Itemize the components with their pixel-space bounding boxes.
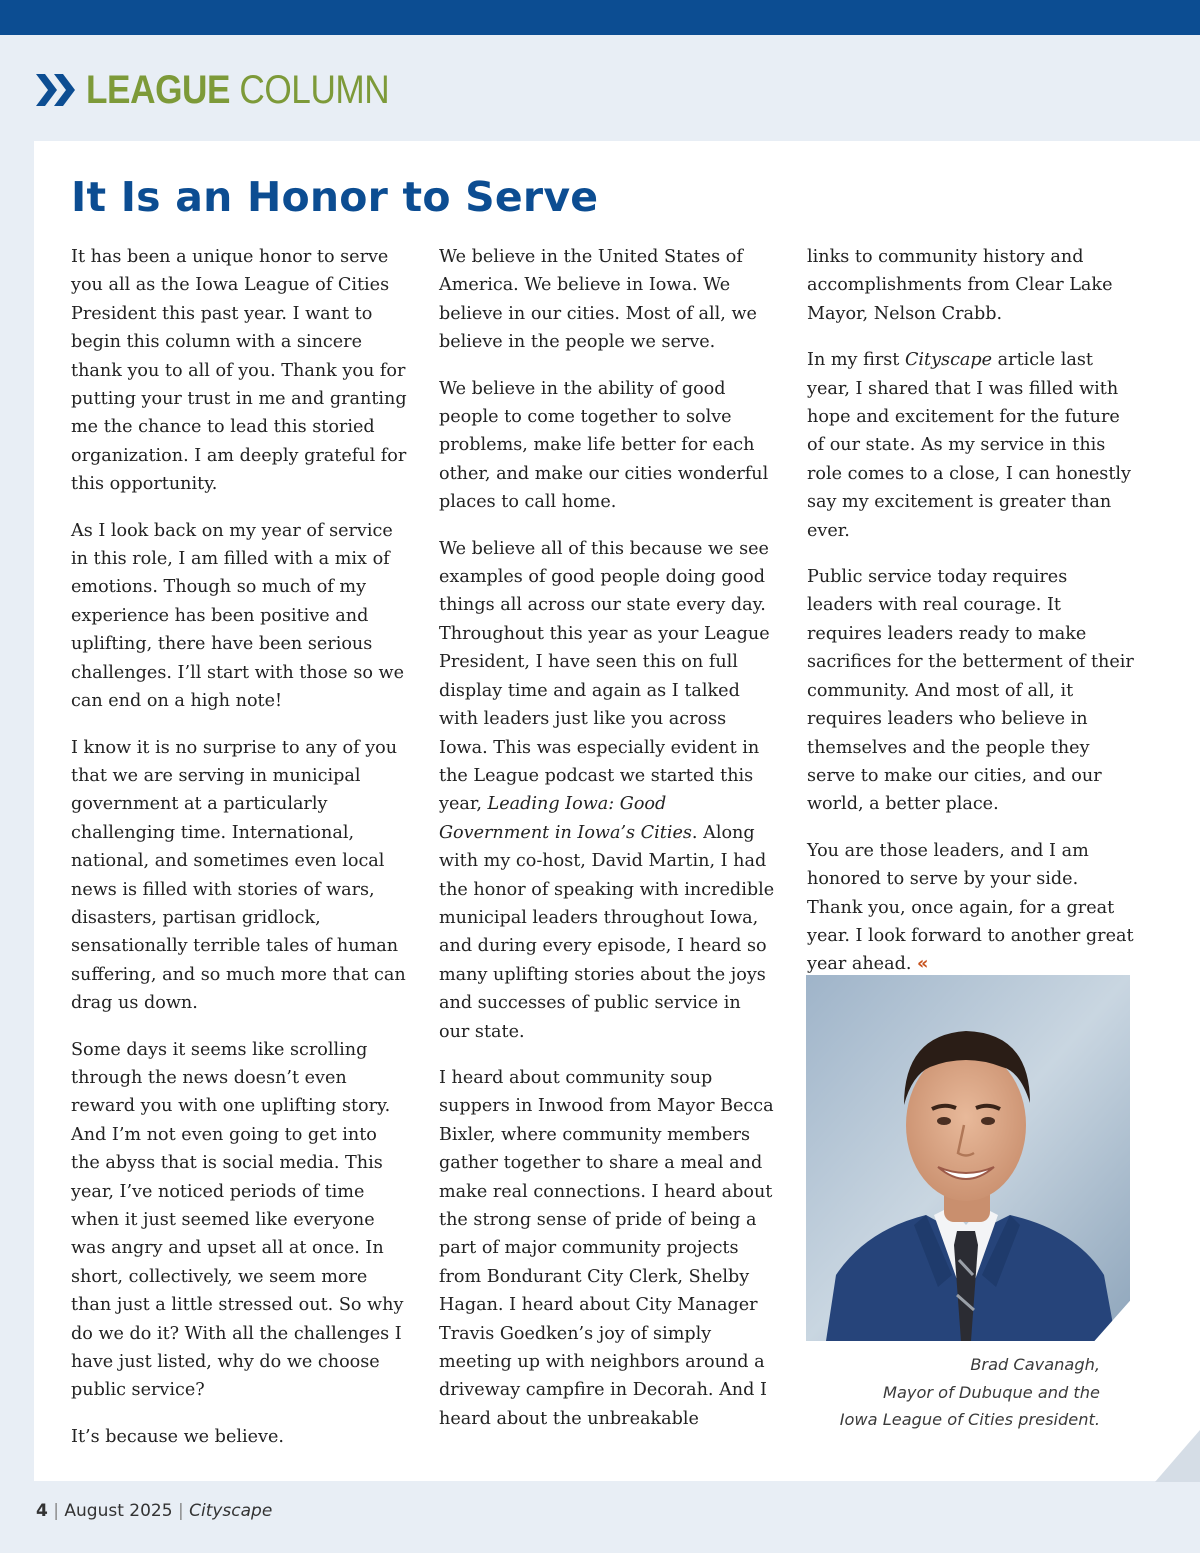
- footer-separator: |: [47, 1501, 65, 1521]
- article-column-3: [807, 243, 1137, 997]
- portrait-illustration: [806, 975, 1130, 1341]
- page-footer: [36, 1499, 272, 1523]
- issue-date: August 2025: [64, 1501, 173, 1521]
- paragraph: We believe in the ability of good people to come together to solve problems, make life better for each other, and make our cities wonderful places to call home.: [439, 378, 769, 513]
- paragraph: We believe in the United States of America. We believe in Iowa. We believe in our cities. Most of all, we believe in the people we serve.: [439, 247, 757, 353]
- page-number: 4: [36, 1501, 48, 1521]
- section-header: [36, 68, 431, 112]
- photo-caption: [800, 1351, 1100, 1434]
- paragraph: Public service today requires leaders with real courage. It requires leaders ready to make sacrifices for the betterment of their community. And most of all, it requires leaders who believe in themselves and the people they serve to make our cities, and our world, a better place.: [807, 567, 1134, 815]
- paragraph: links to community history and accomplishments from Clear Lake Mayor, Nelson Crabb.: [807, 247, 1113, 324]
- section-title: [86, 68, 389, 112]
- paragraph: [807, 837, 1137, 979]
- paragraph: I know it is no surprise to any of you that we are serving in municipal government at a particularly challenging time. International, national, and sometimes even local news is filled with stories of wars, disasters, partisan gridlock, sensationally terrible tales of human suffering, and so much more that can drag us down.: [71, 737, 406, 1014]
- section-title-rest: COLUMN: [230, 68, 390, 112]
- portrait-photo: [806, 975, 1130, 1341]
- caption-line: Iowa League of Cities president.: [839, 1410, 1100, 1429]
- paragraph: Some days it seems like scrolling through the news doesn’t even reward you with one uplifting story. And I’m not even going to get into the abyss that is social media. This year, I’ve noticed periods of time when it just seemed like everyone was angry and upset all at once. In short, collectively, we seem more than just a little stressed out. So why do we do it? With all the challenges I have just listed, why do we choose public service?: [71, 1039, 404, 1401]
- top-color-bar: [0, 0, 1200, 35]
- paragraph: It’s because we believe.: [71, 1426, 284, 1447]
- caption-line: Mayor of Dubuque and the: [883, 1382, 1100, 1402]
- paragraph-text: article last year, I shared that I was filled with hope and excitement for the future of our state. As my service in this role comes to a close, I can honestly say my excitement is greater than ever.: [807, 350, 1131, 541]
- publication-name: Cityscape: [189, 1501, 273, 1521]
- paragraph-text: You are those leaders, and I am honored to serve by your side. Thank you, once again, for a great year. I look forward to another great year ahead.: [807, 840, 1134, 975]
- double-chevron-right-icon: [36, 71, 78, 109]
- paragraph: I heard about community soup suppers in Inwood from Mayor Becca Bixler, where community members gather together to share a meal and make real connections. I heard about the strong sense of pride of being a part of major community projects from Bondurant City Clerk, Shelby Hagan. I heard about City Manager Travis Goedken’s joy of simply meeting up with neighbors around a driveway campfire in Decorah. And I heard about the unbreakable: [439, 1067, 774, 1429]
- paragraph-text: . Along with my co-host, David Martin, I had the honor of speaking with incredible municipal leaders throughout Iowa, and during every episode, I heard so many uplifting stories about the joys and successes of public service in our state.: [439, 822, 775, 1042]
- page-corner-fold: [1155, 1430, 1200, 1482]
- caption-line: Brad Cavanagh,: [970, 1355, 1100, 1374]
- article-title: It Is an Honor to Serve: [71, 173, 599, 221]
- article-column-1: [71, 243, 407, 1469]
- paragraph: [807, 346, 1137, 545]
- paragraph-text: In my first: [807, 350, 905, 371]
- paragraph: As I look back on my year of service in this role, I am filled with a mix of emotions. Though so much of my experience has been positive and uplifting, there have been serious challenges. I’ll start with those so we can end on a high note!: [71, 520, 405, 712]
- paragraph: It has been a unique honor to serve you all as the Iowa League of Cities President this past year. I want to begin this column with a sincere thank you to all of you. Thank you for putting your trust in me and granting me the chance to lead this storied organization. I am deeply grateful for this opportunity.: [71, 247, 407, 495]
- paragraph-text: We believe all of this because we see examples of good people doing good things all across our state every day. Throughout this year as your League President, I have seen this on full display time and again as I talked with leaders just like you across Iowa. This was especially evident in the League podcast we started this year,: [439, 538, 770, 815]
- footer-separator: |: [172, 1501, 190, 1521]
- podcast-title: Leading Iowa: Good Government in Iowa’s Cities: [439, 794, 692, 843]
- section-title-bold: LEAGUE: [86, 68, 231, 112]
- end-mark-icon: «: [917, 954, 929, 975]
- publication-name: Cityscape: [904, 350, 993, 371]
- article-column-2: [439, 243, 775, 1451]
- paragraph: [439, 535, 775, 1046]
